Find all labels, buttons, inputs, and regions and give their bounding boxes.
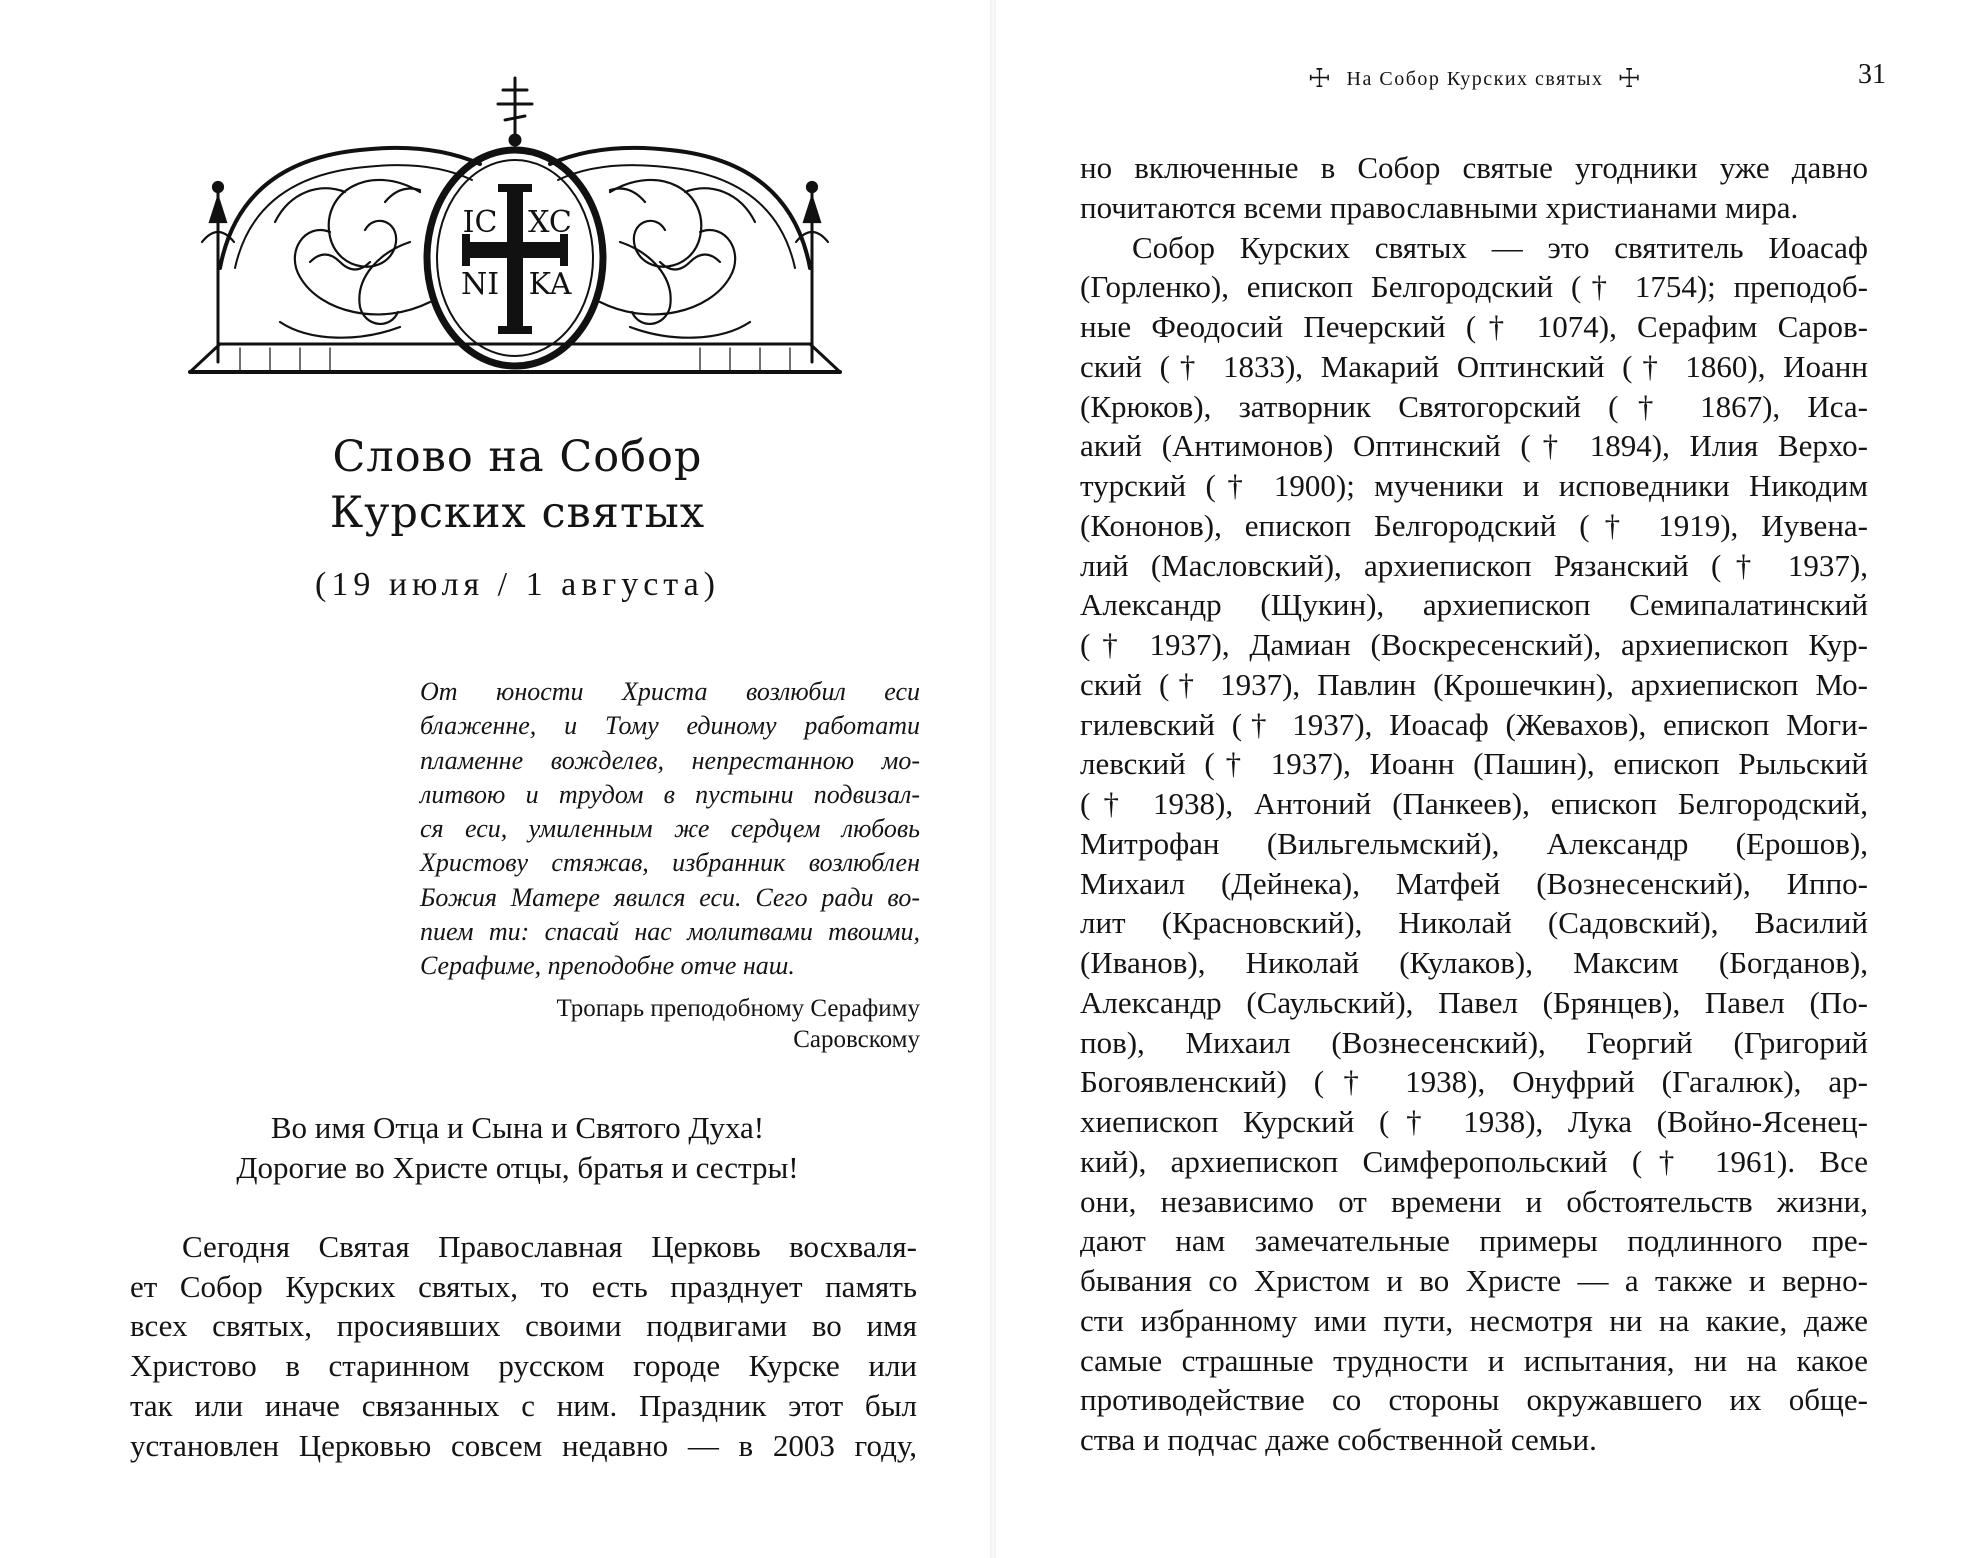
text-line: (Горленко), епископ Белгородский († 1754); преподоб-: [1080, 269, 1868, 305]
text-line: дают нам замечательные примеры подлинного пре-: [1080, 1223, 1868, 1259]
text-line: (Кононов), епископ Белгородский († 1919), Иувена-: [1080, 507, 1868, 543]
text-line: († 1937), Дамиан (Воскресенский), архиепископ Кур-: [1080, 627, 1868, 662]
text-line: Собор Курских святых — это святитель Иоасаф: [1132, 229, 1868, 265]
text-line: левский († 1937), Иоанн (Пашин), епископ Рыльский: [1080, 746, 1868, 782]
text-line: самые страшные трудности и испытания, ни на какое: [1080, 1342, 1868, 1378]
text-line: лий (Масловский), архиепископ Рязанский († 1937),: [1080, 547, 1868, 583]
text-line: всех святых, просиявших своими подвигами во имя: [130, 1308, 917, 1344]
text-line: ет Собор Курских святых, то есть празднует память: [130, 1268, 917, 1304]
ic-xc-nika-cross-icon: [461, 184, 572, 334]
text-line: гилевский († 1937), Иоасаф (Жевахов), епископ Моги-: [1080, 706, 1868, 742]
epigraph-source-line: Саровскому: [793, 1026, 920, 1053]
epigraph-line: пием ти: спасай нас молитвами твоими,: [420, 917, 920, 947]
epigraph-line: Серафиме, преподобне отче наш.: [420, 951, 795, 981]
right-page: [993, 0, 1986, 1558]
left-finial-icon: [202, 182, 234, 362]
right-finial-icon: [796, 182, 828, 362]
running-header-text: На Собор Курских святых: [1346, 68, 1604, 90]
text-line: бывания со Христом и во Христе — а также и верно-: [1080, 1263, 1868, 1298]
text-line: но включенные в Собор святые угодники уже давно: [1080, 150, 1868, 185]
monogram-ka: KA: [528, 267, 572, 302]
text-line: Александр (Саульский), Павел (Брянцев), Павел (По-: [1080, 984, 1868, 1020]
greeting-line-1: Во имя Отца и Сына и Святого Духа!: [270, 1110, 765, 1145]
text-line: ский († 1937), Павлин (Крошечкин), архиепископ Мо-: [1080, 666, 1868, 702]
text-line: почитаются всеми православными христианами мира.: [1080, 189, 1799, 225]
right-body-text: [1080, 148, 1868, 1460]
header-cross-left-icon: ☩: [1307, 64, 1333, 93]
epigraph-line: От юности Христа возлюбил еси: [420, 677, 920, 706]
text-line: Михаил (Дейнека), Матфей (Вознесенский), Иппо-: [1080, 865, 1868, 901]
top-cross-icon: [498, 78, 532, 145]
text-line: они, независимо от времени и обстоятельств жизни,: [1080, 1183, 1868, 1219]
text-line: лит (Красновский), Николай (Садовский), Василий: [1080, 905, 1868, 941]
epigraph-source-line: Тропарь преподобному Серафиму: [556, 995, 920, 1022]
text-line: († 1938), Антоний (Панкеев), епископ Белгородский,: [1080, 786, 1868, 821]
text-line: кий), архиепископ Симферопольский († 1961). Все: [1080, 1143, 1868, 1179]
text-line: установлен Церковью совсем недавно — в 2003 году,: [130, 1427, 917, 1463]
epigraph-line: блаженне, и Тому единому работати: [420, 711, 920, 741]
running-header: [1075, 64, 1875, 92]
chapter-title-line-1: Слово на Собор: [332, 432, 703, 482]
chapter-title-line-2: Курских святых: [329, 488, 706, 538]
epigraph-line: ся еси, умиленным же сердцем любовь: [420, 814, 920, 844]
text-line: ский († 1833), Макарий Оптинский († 1860), Иоанн: [1080, 348, 1868, 384]
monogram-ic: IC: [462, 205, 498, 240]
text-line: Сегодня Святая Православная Церковь восхваля-: [182, 1229, 917, 1264]
text-line: Митрофан (Вильгельмский), Александр (Ерошов),: [1080, 825, 1868, 861]
epigraph-line: литвою и трудом в пустыни подвизал-: [420, 779, 920, 809]
epigraph-line: Христову стяжав, избранник возлюблен: [420, 848, 920, 878]
text-line: турский († 1900); мученики и исповедники Никодим: [1080, 468, 1868, 503]
text-line: акий (Антимонов) Оптинский († 1894), Илия Верхо-: [1080, 428, 1868, 464]
epigraph-source: [420, 993, 920, 1055]
page-number: 31: [1858, 59, 1886, 90]
text-line: хиепископ Курский († 1938), Лука (Войно-Ясенец-: [1080, 1104, 1868, 1139]
text-line: Христово в старинном русском городе Курске или: [130, 1348, 917, 1384]
text-line: ства и подчас даже собственной семьи.: [1080, 1422, 1597, 1457]
text-line: (Крюков), затворник Святогорский († 1867), Иса-: [1080, 388, 1868, 424]
text-line: Александр (Щукин), архиепископ Семипалатинский: [1080, 587, 1868, 623]
text-line: так или иначе связанных с ним. Праздник этот был: [130, 1387, 917, 1423]
epigraph: [420, 675, 920, 984]
text-line: пов), Михаил (Вознесенский), Георгий (Григорий: [1080, 1024, 1868, 1060]
epigraph-line: Божия Матере явился еси. Сего ради во-: [420, 882, 920, 912]
headpiece-ornament: [180, 72, 850, 392]
left-body-text: [130, 1227, 917, 1465]
text-line: Богоявленский) († 1938), Онуфрий (Гагалюк), ар-: [1080, 1064, 1868, 1100]
header-cross-right-icon: ☩: [1617, 64, 1643, 93]
greeting-line-2: Дорогие во Христе отцы, братья и сестры!: [236, 1150, 799, 1185]
text-line: ные Феодосий Печерский († 1074), Серафим Саров-: [1080, 309, 1868, 344]
monogram-ni: NI: [460, 267, 500, 302]
feast-date: (19 июля / 1 августа): [315, 566, 720, 603]
monogram-xc: XC: [528, 205, 572, 240]
text-line: сти избранному ими пути, несмотря ни на какие, даже: [1080, 1302, 1868, 1338]
text-line: (Иванов), Николай (Кулаков), Максим (Богданов),: [1080, 945, 1868, 980]
epigraph-line: пламенне вожделев, непрестанною мо-: [420, 745, 920, 775]
text-line: противодействие со стороны окружавшего их обще-: [1080, 1382, 1868, 1418]
